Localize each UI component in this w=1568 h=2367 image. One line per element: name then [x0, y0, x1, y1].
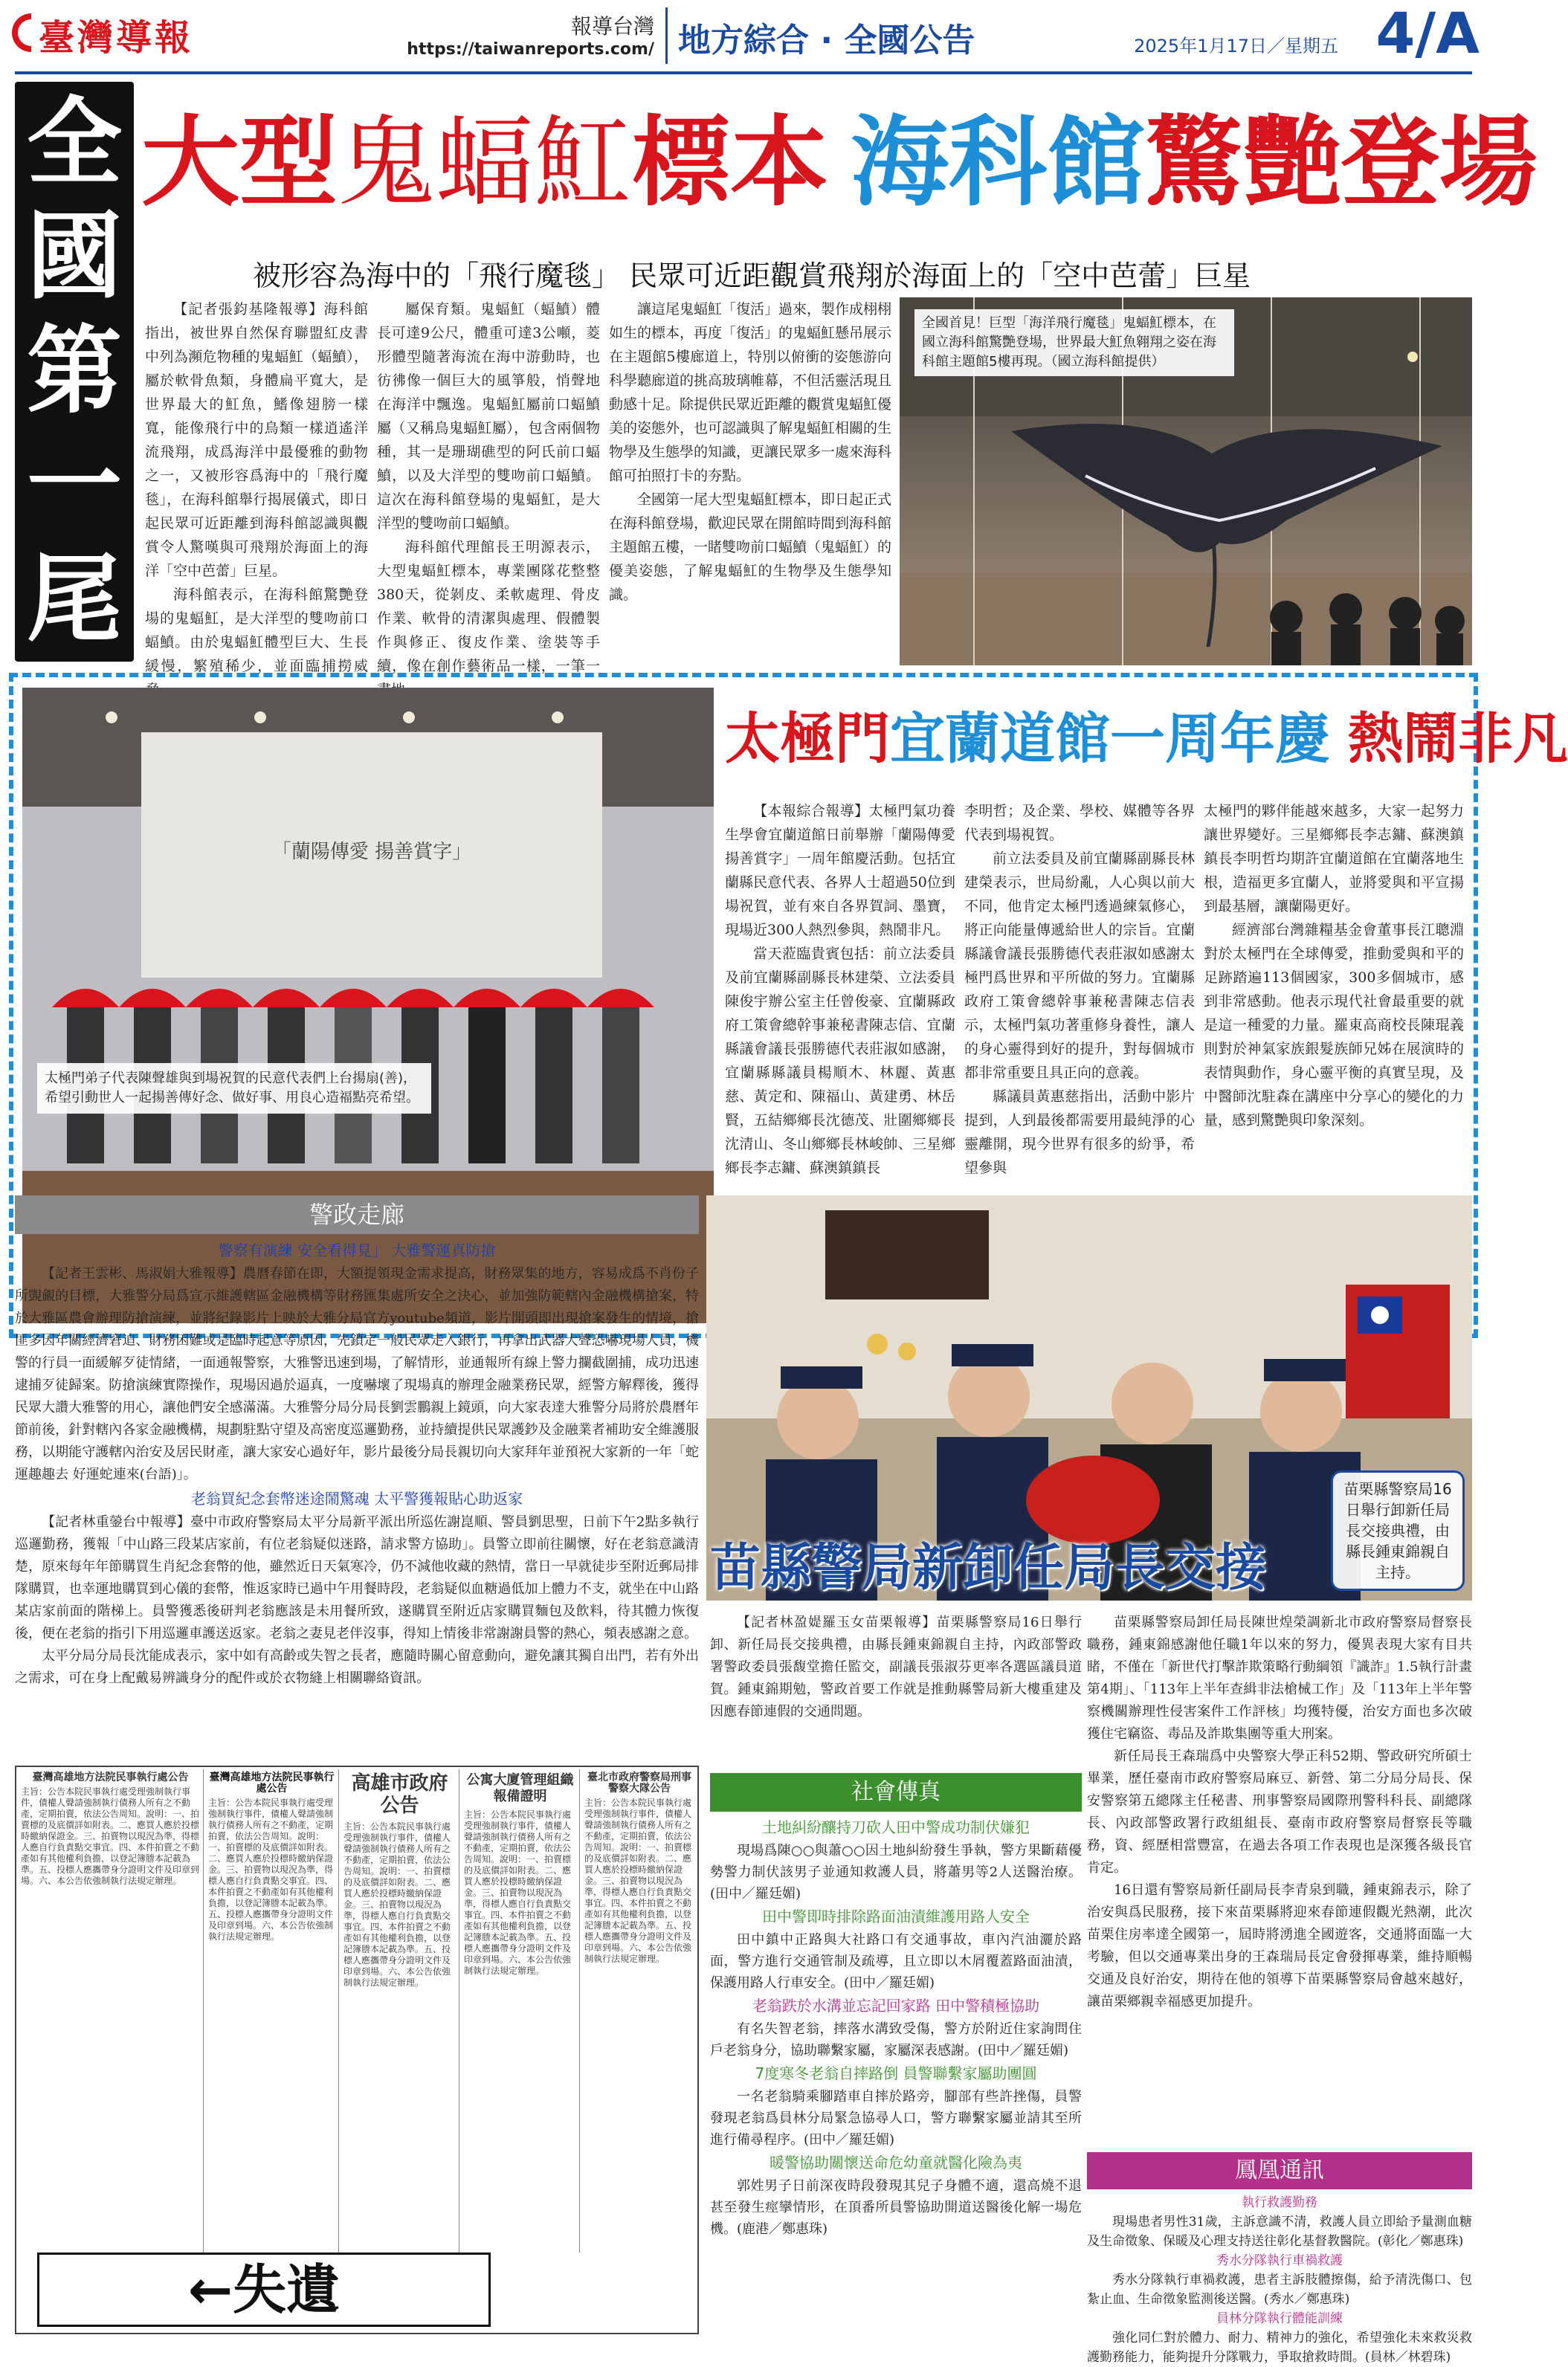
story2-column-1: 【本報綜合報導】太極門氣功養生學會宜蘭道館日前舉辦「蘭陽傳愛 揚善賞字」一周年館慶活動。包括宜蘭縣民意代表、各界人士超過50位到場祝賀，並有來自各界賀詞、墨寶，現場近300人熱烈參與，熱鬧非凡。 當天蒞臨貴賓包括：前立法委員及前宜蘭縣副縣長林建榮、立法委員陳俊宇辦公室主任曾俊豪、宜蘭縣政府工策會總幹事兼秘書陳志信、宜蘭縣議會議長張勝德代表莊淑如感謝，宜蘭縣縣議員楊順木、林麗、黃惠慈、黃定和、陳福山、黃建勇、林岳賢，五結鄉鄉長沈德茂、壯圍鄉鄉長沈清山、冬山鄉鄉長林峻帥、三星鄉鄉長李志鏞、蘇澳鎮鎮長 [725, 803, 955, 1176]
police-subhead: 老翁買紀念套幣迷途鬧驚魂 太平警獲報貼心助返家 [190, 1490, 523, 1508]
headline-part: 熱鬧非凡 [1348, 707, 1568, 771]
story2-column-3: 太極門的夥伴能越來越多，大家一起努力讓世界變好。三星鄉鄉長李志鏞、蘇澳鎮鎮長李明哲均期許宜蘭道館在宜蘭落地生根，造福更多宜蘭人，並將愛與和平宣揚到最基層，讓蘭陽更好。 經濟部台灣雜糧基金會董事長江聰淵對於太極門在全球傳愛，推動愛與和平的足跡踏遍113個國家，300多個城市，感到非常感動。他表示現代社會最重要的就是這一種愛的力量。羅東高商校長陳琨義則對於神氣家族銀髮族師兄姊在展演時的表情與動作，身心靈平衡的真實呈現，及中醫師沈駐森在講座中分享心的變化的力量，感到驚艷與印象深刻。 [1204, 803, 1464, 1128]
notice-title: 高雄市政府 公告 [351, 1772, 448, 1817]
notice-body: 主旨：公告本院民事執行處受理強制執行事件，債權人聲請強制執行債務人所有之不動產，定期拍賣，依法公告周知。說明：一、拍賣標的及底價詳如附表。二、應買人應於投標時繳納保證金。三、拍賣物以現況為準，得標人應自行負責點交事宜。四、本件拍賣之不動產如有其他權利負擔，以登記簿謄本記載為準。五、投標人應攜帶身分證明文件及印章到場。六、本公告依強制執行法規定辦理。 [21, 1786, 200, 1886]
phoenix-item-head: 員林分隊執行體能訓練 [1216, 2311, 1343, 2326]
masthead-url[interactable]: https://taiwanreports.com/ [407, 40, 654, 59]
notice-title: 公寓大廈管理組織報備證明 [466, 1772, 574, 1804]
notice-title: 臺灣高雄地方法院民事執行處公告 [32, 1772, 189, 1783]
vertical-tag-char: 一 [26, 430, 122, 541]
police-column: 警察有演練 安全看得見」 大雅警運真防搶 【記者王雲彬、馬淑娟大雅報導】農曆春節在即，大額提領現金需求提高，財務眾集的地方，容易成爲不肖份子所覬覦的目標，大雅警分局爲宣示維護轄區金融機構等財務匯集處所安全之決心，並加強防範轄內金融機構搶案，特於大雅區農會辦理防搶演練，並將紀錄影片上映於大雅分局官方youtube頻道，影片開頭即出現搶案發生的情境，搶匪多因年關經濟窘迫、財務困難或是臨時起意等原因，先鎖定一般民眾走入銀行，再拿出武器大聲恐嚇現場人員，機警的行員一面緩解歹徒情緒，一面通報警察，大雅警迅速到場，了解情形，並通報所有線上警力攔截圍捕，成功迅速逮捕歹徒歸案。防搶演練實際操作，現場因過於逼真，一度嚇壞了現場真的辦理金融業務民眾，經警方解釋後，獲得民眾大讚大雅警的用心，讓他們安全感滿滿。大雅警分局分局長劉雲鵬親上鏡頭，向大家表達大雅警分局將於農曆年節前後，針對轄內各家金融機構，規劃駐點守望及高密度巡邏勤務，並持續提供民眾護鈔及金融業者補助安全維護服務，以期能守護轄內治安及居民財產，讓大家安心過好年，影片最後分局長親切向大家拜年並預祝大家新的一年「蛇運趣趣去 好運蛇連來(台語)」。 老翁買紀念套幣迷途鬧驚魂 太平警獲報貼心助返家 【記者林重鎣台中報導】臺中市政府警察局太平分局新平派出所巡佐謝崑順、警員劉思聖，日前下午2點多執行巡邏勤務，獲報「中山路三段某店家前，有位老翁疑似迷路，請求警方協助」。員警立即前往關懷，好在老翁意識清楚，原來每年年節購買生肖紀念套幣的他，雖然近日天氣寒冷，仍不減他收藏的熱情，當日一早就徒步至附近郵局排隊購買，也幸運地購買到心儀的套幣，惟返家時已過中午用餐時段，老翁疑似血糖過低加上體力不支，就坐在中山路某店家前面的階梯上。員警獲悉後研判老翁應該是未用餐所致，遂購買至附近店家購買麵包及飲料，待其體力恢復後，便在老翁的指引下用巡邏車護送返家。老翁之妻見老伴沒事，得知上情後非常謝謝員警的熱心，頻表感謝之意。 太平分局分局長沈能成表示，家中如有高齡或失智之長者，應隨時關心留意動向，避免讓其獨自出門，若有外出之需求，可在身上配戴易辨識身分的配件或於衣物縫上相關聯絡資訊。 [15, 1238, 699, 1751]
miaoli-column-1: 【記者林盈媞羅玉女苗栗報導】苗栗縣警察局16日舉行卸、新任局長交接典禮，由縣長鍾東錦親自主持，內政部警政署警政委員張馥堂擔任監交，副議長張淑芬更率各選區議員道賀。鍾東錦期勉，警政首要工作就是推動縣警局新大樓重建及因應春節連假的交通問題。 [710, 1615, 1082, 1719]
vertical-tag [15, 82, 134, 662]
notice-title: 臺北市政府警察局刑事警察大隊公告 [587, 1772, 691, 1795]
notice-body: 主旨：公告本院民事執行處受理強制執行事件，債權人聲請強制執行債務人所有之不動產，定期拍賣，依法公告周知。說明：一、拍賣標的及底價詳如附表。二、應買人應於投標時繳納保證金。三、拍賣物以現況為準，得標人應自行負責點交事宜。四、本件拍賣之不動產如有其他權利負擔，以登記簿謄本記載為準。五、投標人應攜帶身分證明文件及印章到場。六、本公告依強制執行法規定辦理。 [343, 1821, 451, 1988]
headline-part: 宜蘭道館一周年慶 [890, 707, 1330, 771]
taichi-photo-caption: 太極門弟子代表陳聲雄與到場祝賀的民意代表們上台揚扇(善)，希望引動世人一起揚善傳好念、做好事、用良心造福點亮希望。 [37, 1063, 431, 1114]
society-item-head: 7度寒冬老翁自摔路倒 員警聯繫家屬助團圓 [755, 2064, 1037, 2082]
society-item-head: 土地糾紛釀持刀砍人田中警成功制伏嫌犯 [762, 1818, 1030, 1836]
page-number: 4/A [1375, 0, 1480, 66]
notice-body: 主旨：公告本院民事執行處受理強制執行事件，債權人聲請強制執行債務人所有之不動產，定期拍賣，依法公告周知。說明：一、拍賣標的及底價詳如附表。二、應買人應於投標時繳納保證金。三、拍賣物以現況為準，得標人應自行負責點交事宜。四、本件拍賣之不動產如有其他權利負擔，以登記簿謄本記載為準。五、投標人應攜帶身分證明文件及印章到場。六、本公告依強制執行法規定辦理。 [584, 1798, 692, 1964]
vertical-tag-char: 尾 [26, 544, 122, 656]
society-item-head: 暖警協助關懷送命危幼童就醫化險為夷 [770, 2154, 1022, 2171]
notice-column [461, 1769, 580, 2253]
miaoli-headline: 苗縣警局新卸任局長交接 [710, 1539, 1267, 1598]
police-section-title: 警政走廊 [15, 1195, 699, 1234]
lost-notice-banner [37, 2253, 491, 2327]
issue-date: 2025年1月17日／星期五 [1134, 36, 1338, 56]
miaoli-photo-caption: 苗栗縣警察局16日舉行卸新任局長交接典禮，由縣長鍾東錦親自主持。 [1331, 1470, 1465, 1591]
lost-notice-label: ←失遺 [187, 2258, 341, 2321]
vertical-tag-char: 全 [26, 87, 122, 198]
notice-column [581, 1769, 697, 2253]
headline-part: 鬼蝠魟 [338, 106, 632, 220]
story1-subtitle: 被形容為海中的「飛行魔毯」 民眾可近距觀賞飛翔於海面上的「空中芭蕾」巨星 [253, 259, 1251, 292]
vertical-tag-char: 國 [26, 201, 122, 313]
notice-column [18, 1769, 204, 2253]
headline-part: 太極門 [725, 707, 890, 771]
headline-part: 標本 [632, 106, 828, 220]
headline-part: 大型 [141, 106, 338, 220]
police-subhead: 警察有演練 安全看得見」 大雅警運真防搶 [218, 1241, 496, 1259]
story1-column-2: 屬保育類。鬼蝠魟（蝠鱝）體長可達9公尺，體重可達3公噸，菱形體型隨著海流在海中游動時，也彷彿像一個巨大的風箏般，悄聲地在海洋中飄逸。鬼蝠魟屬前口蝠鱝屬（又稱鳥鬼蝠魟屬），包含兩個物種，其一是珊瑚礁型的阿氏前口蝠鱝，以及大洋型的雙吻前口蝠鱝。這次在海科館登場的鬼蝠魟，是大洋型的雙吻前口蝠鱝。 海科館代理館長王明源表示，大型鬼蝠魟標本，專業團隊花整整380天，從剝皮、柔軟處理、骨皮作業、軟骨的清潔與處理、假體製作與修正、復皮作業、塗裝等手續，像在創作藝術品一樣，一筆一 [377, 301, 600, 674]
phoenix-item-head: 秀水分隊執行車禍救護 [1216, 2253, 1343, 2268]
notice-column [341, 1769, 459, 2253]
stage-banner-text: 「蘭陽傳愛 揚善賞字」 [271, 841, 472, 863]
story1-column-3: 讓這尾鬼蝠魟「復活」過來，製作成栩栩如生的標本，再度「復活」的鬼蝠魟懸吊展示在主題館5樓廊道上，特別以俯衝的姿態游向科學聽廊道的挑高玻璃帷幕，不但活靈活現且動感十足。除提供民眾近距離的觀賞鬼蝠魟優美的姿態外，也可認識與了解鬼蝠魟相關的生物學及生態學的知識，更讓民眾多一處來海科館可拍照打卡的夯點。 全國第一尾大型鬼蝠魟標本，即日起正式在海科館登場，歡迎民眾在開館時間到海科館主題館五樓，一睹雙吻前口蝠鱝（鬼蝠魟）的優美姿態，了解鬼蝠魟的生物學及生態學知識。 [609, 301, 892, 603]
masthead-rule [15, 71, 1472, 74]
manta-ray-photo [900, 297, 1472, 665]
story2-headline [725, 695, 1568, 781]
notice-body: 主旨：公告本院民事執行處受理強制執行事件，債權人聲請強制執行債務人所有之不動產，定期拍賣，依法公告周知。說明：一、拍賣標的及底價詳如附表。二、應買人應於投標時繳納保證金。三、拍賣物以現況為準，得標人應自行負責點交事宜。四、本件拍賣之不動產如有其他權利負擔，以登記簿謄本記載為準。五、投標人應攜帶身分證明文件及印章到場。六、本公告依強制執行法規定辦理。 [464, 1809, 572, 1976]
notice-title: 臺灣高雄地方法院民事執行處公告 [209, 1772, 335, 1795]
headline-part: 驚艷登場 [1145, 106, 1538, 220]
miaoli-column-2: 苗栗縣警察局卸任局長陳世煌榮調新北市政府警察局督察長職務，鍾東錦感謝他任職1年以來的努力，優異表現大家有目共睹，不僅在「新世代打擊詐欺策略行動綱領『識詐』1.5執行計畫第4期」、「113年上半年查緝非法槍械工作」及「113年上半年警察機關辦理性侵害案件工作評核」均獲特優，治安方面也多次破獲住宅竊盜、毒品及詐欺集團等重大刑案。 新任局長王森瑞爲中央警察大學正科52期、警政研究所碩士畢業，歷任臺南市政府警察局麻豆、新營、第二分局分局長、保安警察第五總隊主任秘書、刑事警察局國際刑警科科長、副總隊長、內政部警政署行政組組長、臺南市政府警察局督察長等職務，資、經歷相當豐富，在過去各項工作表現也是深獲各級長官肯定。 16日還有警察局新任副局長李青泉到職，鍾東錦表示，除了治安與爲民服務，接下來苗栗縣將迎來春節連假觀光熱潮，此次苗栗住房率達全國第一，屆時將湧進全國遊客，交通將面臨一大考驗，但以交通專業出身的王森瑞局長定會發揮專業，維持順暢交通及良好治安，期待在他的領導下苗栗縣警察局會越來越好，讓苗栗鄉親幸福感更加提升。 [1087, 1615, 1472, 2009]
masthead-slogan: 報導台灣 [570, 14, 654, 39]
society-item-head: 田中警即時排除路面油漬維護用路人安全 [762, 1908, 1030, 1925]
notice-body: 主旨：公告本院民事執行處受理強制執行事件，債權人聲請強制執行債務人所有之不動產，定期拍賣，依法公告周知。說明：一、拍賣標的及底價詳如附表。二、應買人應於投標時繳納保證金。三、拍賣物以現況為準，得標人應自行負責點交事宜。四、本件拍賣之不動產如有其他權利負擔，以登記簿謄本記載為準。五、投標人應攜帶身分證明文件及印章到場。六、本公告依強制執行法規定辦理。 [208, 1798, 334, 1942]
section-title: 地方綜合 · 全國公告 [678, 22, 975, 59]
headline-part: 海科館 [851, 106, 1145, 220]
phoenix-item-head: 執行救護勤務 [1242, 2195, 1317, 2210]
masthead [0, 0, 1487, 71]
phoenix-section-title: 鳳凰通訊 [1087, 2152, 1472, 2189]
story2-column-2: 李明哲；及企業、學校、媒體等各界代表到場視賀。 前立法委員及前宜蘭縣副縣長林建榮表示，世局紛亂，人心與以前大不同，他肯定太極門透過練氣修心，將正向能量傳遞給世人的宗旨。宜蘭縣議會議長張勝德代表莊淑如感謝太極門爲世界和平所做的努力。宜蘭縣政府工策會總幹事兼秘書陳志信表示，太極門氣功著重修身養性，讓人的身心靈得到好的提升，對每個城市都非常重要且具正向的意義。 縣議員黃惠慈指出，活動中影片提到，人到最後都需要用最純淨的心靈離開，現今世界有很多的紛爭，希望參與 [964, 803, 1195, 1176]
manta-photo-caption: 全國首見！巨型「海洋飛行魔毯」鬼蝠魟標本，在國立海科館驚艷登場，世界最大魟魚翱翔之姿在海科館主題館5樓再現。（國立海科館提供） [914, 309, 1234, 376]
logo-bracket-icon [12, 13, 31, 52]
masthead-divider [665, 7, 668, 64]
phoenix-column: 執行救護勤務 現場患者男性31歲，主訴意識不清，救護人員立即給予量測血糖及生命徵象、保暖及心理支持送往彰化基督教醫院。(彰化／鄭惠珠) 秀水分隊執行車禍救護 秀水分隊執行車禍救護，患者主訴肢體擦傷，給予清洗傷口、包紮止血、生命徵象監測後送醫。(秀水／鄭惠珠) 員林分隊執行體能訓練 強化同仁對於體力、耐力、精神力的強化，希望強化未來救災救護勤務能力，能夠提升分隊戰力，爭取搶救時間。(員林／林碧珠) [1087, 2193, 1472, 2342]
society-column: 土地糾紛釀持刀砍人田中警成功制伏嫌犯 現場爲陳○○與蕭○○因土地糾紛發生爭執，警方果斷藉優勢警力制伏該男子並通知救護人員，將蕭男等2人送醫治療。(田中／羅廷媚) 田中警即時排除路面油漬維護用路人安全 田中鎮中正路與大社路口有交通事故，車內汽油灑於路面，警方進行交通管制及疏導，且立即以木屑覆蓋路面油漬，保護用路人行車安全。(田中／羅廷媚) 老翁跌於水溝並忘記回家路 田中警積極協助 有名失智老翁，摔落水溝致受傷，警方於附近住家詢問住戶老翁身分，協助聯繫家屬，家屬深表感謝。(田中／羅廷媚) 7度寒冬老翁自摔路倒 員警聯繫家屬助團圓 一名老翁騎乘腳踏車自摔於路旁，腳部有些許挫傷，員警發現老翁爲員林分局緊急協尋人口，警方聯繫家屬並請其至所進行備尋程序。(田中／羅廷媚) 暖警協助關懷送命危幼童就醫化險為夷 郭姓男子日前深夜時段發現其兒子身體不適，還高燒不退甚至發生痙攣情形，在頂番所員警協助開道送醫後化解一場危機。(鹿港／鄭惠珠) [710, 1818, 1082, 2237]
society-item-head: 老翁跌於水溝並忘記回家路 田中警積極協助 [752, 1997, 1040, 2015]
story1-headline [141, 83, 1538, 220]
society-section-title: 社會傳真 [710, 1773, 1082, 1812]
notice-column [205, 1769, 339, 2253]
vertical-tag-char: 第 [26, 315, 122, 427]
story1-column-1: 【記者張鈞基隆報導】海科館指出，被世界自然保育聯盟紅皮書中列為瀕危物種的鬼蝠魟（蝠鱝），屬於軟骨魚類，身體扁平寬大，是世界最大的魟魚，鰭像翅膀一樣寬，能像飛行中的鳥類一樣逍遙洋流飛翔，成爲海洋中最優雅的動物之一，又被形容爲海中的「飛行魔毯」，在海科館舉行揭展儀式，即日起民眾可近距離到海科館認識與觀賞令人驚嘆與可飛翔於海面上的海洋「空中芭蕾」巨星。 海科館表示，在海科館驚艷登場的鬼蝠魟，是大洋型的雙吻前口蝠鱝。由於鬼蝠魟體型巨大、生長緩慢，繁殖稀少，並面臨捕撈威 [145, 301, 368, 674]
masthead-logo: 臺灣導報 [39, 17, 194, 59]
